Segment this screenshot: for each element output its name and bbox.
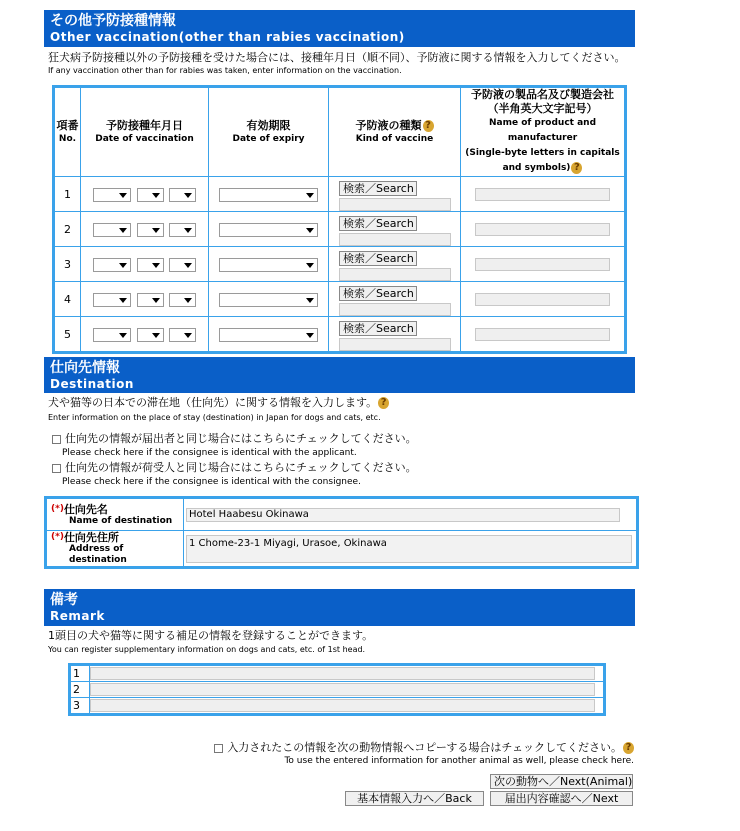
expiry-cell	[209, 282, 328, 316]
kind-cell	[329, 177, 460, 211]
product-cell	[461, 212, 624, 246]
vaccination-month-select[interactable]	[137, 293, 164, 307]
expiry-select[interactable]	[219, 223, 318, 237]
remark-title-jp: 備考	[50, 592, 78, 608]
vaccination-year-select[interactable]	[93, 293, 131, 307]
vaccination-year-select[interactable]	[93, 188, 131, 202]
row-number: 3	[55, 247, 80, 281]
kind-cell	[329, 282, 460, 316]
vaccine-kind-input[interactable]	[339, 268, 451, 281]
remark-desc-en: You can register supplementary information on dogs and cats, etc. of 1st head.	[48, 645, 366, 654]
col-product-header: 予防液の製品名及び製造会社 （半角英大文字記号） Name of product and manufacturer (Single-byte letters in capitals and symbols) ?	[461, 88, 624, 176]
expiry-select[interactable]	[219, 293, 318, 307]
vaccination-table	[52, 85, 627, 354]
destination-address-cell	[184, 531, 636, 566]
remark-input[interactable]	[90, 699, 595, 712]
date-cell	[81, 317, 208, 351]
same-as-consignee-en: Please check here if the consignee is identical with the consignee.	[62, 477, 361, 487]
search-button[interactable]: 検索／Search	[339, 321, 417, 336]
product-input[interactable]	[475, 223, 610, 236]
destination-name-label: (*)仕向先名 Name of destination	[47, 499, 183, 530]
vaccination-row	[55, 317, 624, 351]
vaccination-row	[55, 247, 624, 281]
product-input[interactable]	[475, 258, 610, 271]
row-number: 5	[55, 317, 80, 351]
remark-cell	[90, 698, 603, 713]
kind-cell	[329, 317, 460, 351]
destination-table	[44, 496, 639, 569]
expiry-cell	[209, 177, 328, 211]
expiry-cell	[209, 212, 328, 246]
vaccination-year-select[interactable]	[93, 258, 131, 272]
product-cell	[461, 317, 624, 351]
remark-row	[71, 698, 603, 713]
product-cell	[461, 247, 624, 281]
date-cell	[81, 212, 208, 246]
vaccination-title-jp: その他予防接種情報	[50, 13, 176, 29]
remark-title-en: Remark	[50, 609, 105, 623]
remark-row-number: 3	[71, 698, 89, 713]
vaccination-desc-jp: 狂犬病予防接種以外の予防接種を受けた場合には、接種年月日（順不同）、予防液に関する情報を入力してください。	[48, 51, 626, 64]
expiry-cell	[209, 317, 328, 351]
row-number: 4	[55, 282, 80, 316]
vaccination-section-header	[44, 10, 635, 47]
remark-cell	[90, 666, 603, 681]
product-input[interactable]	[475, 188, 610, 201]
vaccination-month-select[interactable]	[137, 258, 164, 272]
same-as-consignee-checkbox[interactable]	[52, 464, 61, 473]
expiry-select[interactable]	[219, 258, 318, 272]
next-animal-button[interactable]: 次の動物へ／Next(Animal)	[490, 774, 633, 789]
same-as-consignee-row: 仕向先の情報が荷受人と同じ場合にはこちらにチェックしてください。	[52, 461, 417, 474]
remark-input[interactable]	[90, 667, 595, 680]
vaccination-table-header	[55, 88, 624, 176]
search-button[interactable]: 検索／Search	[339, 181, 417, 196]
vaccination-month-select[interactable]	[137, 223, 164, 237]
row-number: 1	[55, 177, 80, 211]
destination-address-label: (*)仕向先住所 Address of destination	[47, 531, 183, 566]
same-as-applicant-row: 仕向先の情報が届出者と同じ場合にはこちらにチェックしてください。	[52, 432, 417, 445]
remark-cell	[90, 682, 603, 697]
search-button[interactable]: 検索／Search	[339, 286, 417, 301]
search-button[interactable]: 検索／Search	[339, 251, 417, 266]
vaccination-desc-en: If any vaccination other than for rabies was taken, enter information on the vaccination.	[48, 66, 402, 75]
same-as-applicant-checkbox[interactable]	[52, 435, 61, 444]
remark-row	[71, 666, 603, 681]
destination-desc-jp: 犬や猫等の日本での滞在地（仕向先）に関する情報を入力します。 ?	[48, 396, 389, 409]
product-input[interactable]	[475, 328, 610, 341]
vaccination-row	[55, 212, 624, 246]
copy-to-next-checkbox[interactable]	[214, 744, 223, 753]
vaccination-row	[55, 177, 624, 211]
vaccination-day-select[interactable]	[169, 328, 196, 342]
product-cell	[461, 177, 624, 211]
expiry-cell	[209, 247, 328, 281]
kind-cell	[329, 247, 460, 281]
remark-row-number: 1	[71, 666, 89, 681]
expiry-select[interactable]	[219, 328, 318, 342]
destination-section-header	[44, 357, 635, 393]
col-date-header: 予防接種年月日 Date of vaccination	[81, 88, 208, 176]
remark-row	[71, 682, 603, 697]
remark-desc-jp: 1頭目の犬や猫等に関する補足の情報を登録することができます。	[48, 629, 374, 642]
date-cell	[81, 282, 208, 316]
destination-name-row	[47, 499, 636, 530]
product-cell	[461, 282, 624, 316]
help-icon[interactable]: ?	[378, 397, 389, 409]
same-as-applicant-en: Please check here if the consignee is identical with the applicant.	[62, 448, 357, 458]
search-button[interactable]: 検索／Search	[339, 216, 417, 231]
date-cell	[81, 177, 208, 211]
vaccination-month-select[interactable]	[137, 188, 164, 202]
copy-to-next-row: 入力されたこの情報を次の動物情報へコピーする場合はチェックしてください。 ?	[214, 741, 634, 754]
destination-title-en: Destination	[50, 377, 134, 391]
destination-name-input[interactable]: Hotel Haabesu Okinawa	[186, 508, 620, 522]
col-no-header: 項番 No.	[55, 88, 80, 176]
vaccination-year-select[interactable]	[93, 223, 131, 237]
remark-row-number: 2	[71, 682, 89, 697]
remark-table	[68, 663, 606, 716]
vaccination-year-select[interactable]	[93, 328, 131, 342]
date-cell	[81, 247, 208, 281]
vaccination-day-select[interactable]	[169, 293, 196, 307]
remark-input[interactable]	[90, 683, 595, 696]
back-button[interactable]: 基本情報入力へ／Back	[345, 791, 484, 806]
copy-to-next-en: To use the entered information for another animal as well, please check here.	[284, 756, 634, 766]
destination-address-row	[47, 531, 636, 566]
product-input[interactable]	[475, 293, 610, 306]
vaccination-row	[55, 282, 624, 316]
help-icon[interactable]: ?	[571, 162, 582, 174]
vaccination-day-select[interactable]	[169, 258, 196, 272]
remark-section-header	[44, 589, 635, 626]
help-icon[interactable]: ?	[423, 120, 434, 132]
vaccine-kind-input[interactable]	[339, 198, 451, 211]
vaccination-title-en: Other vaccination(other than rabies vaccination)	[50, 30, 405, 44]
vaccination-day-select[interactable]	[169, 223, 196, 237]
col-kind-header: 予防液の種類 ? Kind of vaccine	[329, 88, 460, 176]
vaccine-kind-input[interactable]	[339, 233, 451, 246]
vaccine-kind-input[interactable]	[339, 303, 451, 316]
vaccine-kind-input[interactable]	[339, 338, 451, 351]
next-button[interactable]: 届出内容確認へ／Next	[490, 791, 633, 806]
destination-name-cell	[184, 499, 636, 530]
col-expiry-header: 有効期限 Date of expiry	[209, 88, 328, 176]
kind-cell	[329, 212, 460, 246]
destination-title-jp: 仕向先情報	[50, 360, 120, 376]
row-number: 2	[55, 212, 80, 246]
expiry-select[interactable]	[219, 188, 318, 202]
help-icon[interactable]: ?	[623, 742, 634, 754]
vaccination-day-select[interactable]	[169, 188, 196, 202]
vaccination-month-select[interactable]	[137, 328, 164, 342]
destination-address-textarea[interactable]: 1 Chome-23-1 Miyagi, Urasoe, Okinawa	[186, 535, 632, 563]
destination-desc-en: Enter information on the place of stay (destination) in Japan for dogs and cats, etc.	[48, 413, 381, 422]
